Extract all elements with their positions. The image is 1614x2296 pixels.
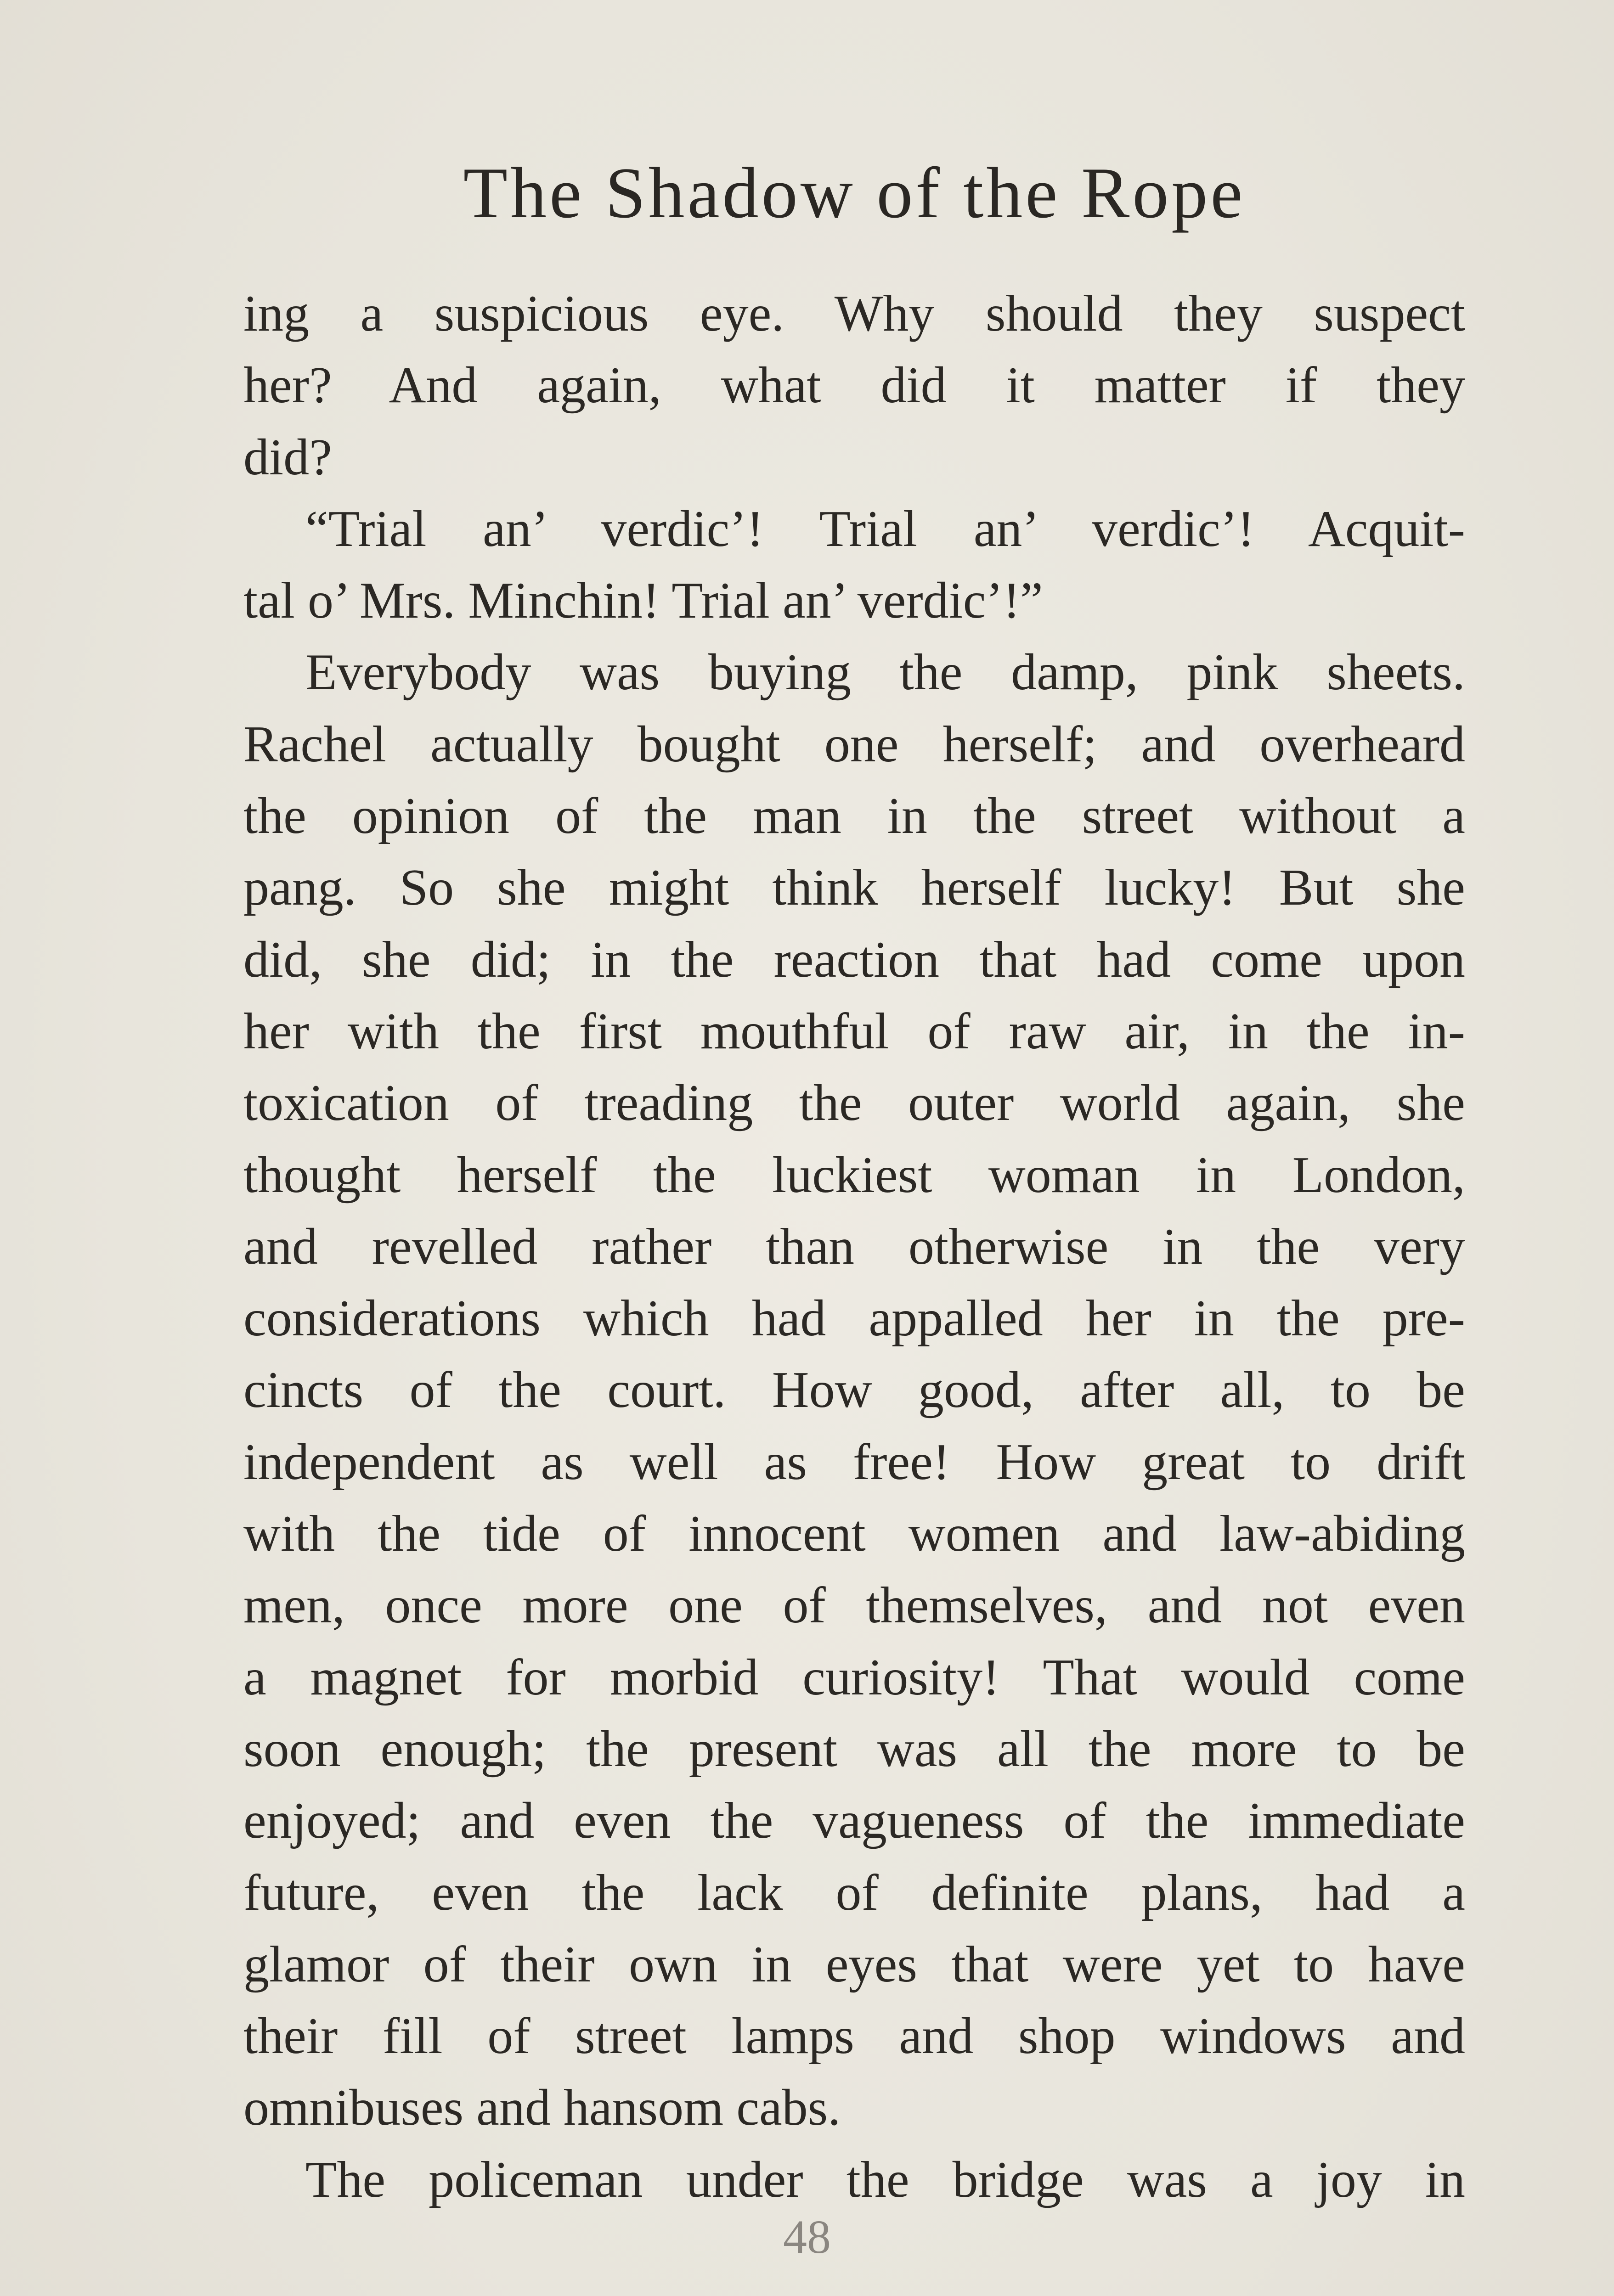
text-line: glamor of their own in eyes that were yet to have (243, 1936, 1465, 1993)
text-line: her with the first mouthful of raw air, in the in- (243, 1002, 1465, 1060)
text-line: a magnet for morbid curiosity! That would come (243, 1649, 1465, 1706)
text-line: Rachel actually bought one herself; and overheard (243, 715, 1465, 773)
text-line: future, even the lack of definite plans, had a (243, 1864, 1465, 1921)
text-line: tal o’ Mrs. Minchin! Trial an’ verdic’!” (243, 572, 1043, 630)
text-line: Everybody was buying the damp, pink sheets. (305, 644, 1465, 701)
text-line: men, once more one of themselves, and not even (243, 1577, 1465, 1634)
text-line: ing a suspicious eye. Why should they suspect (243, 285, 1465, 342)
text-line: soon enough; the present was all the more to be (243, 1720, 1465, 1778)
page-number: 48 (783, 2211, 831, 2263)
running-head: The Shadow of the Rope (463, 153, 1246, 233)
text-line: The policeman under the bridge was a joy in (305, 2151, 1465, 2208)
text-line: “Trial an’ verdic’! Trial an’ verdic’! Acquit- (305, 500, 1465, 557)
text-line: enjoyed; and even the vagueness of the immediate (243, 1792, 1465, 1850)
text-line: her? And again, what did it matter if they (243, 357, 1465, 414)
text-line: did? (243, 428, 332, 486)
text-line: independent as well as free! How great to drift (243, 1433, 1465, 1491)
text-line: toxication of treading the outer world again, she (243, 1075, 1465, 1132)
text-line: omnibuses and hansom cabs. (243, 2079, 841, 2137)
text-line: cincts of the court. How good, after all, to be (243, 1362, 1465, 1419)
text-line: and revelled rather than otherwise in the very (243, 1218, 1465, 1275)
text-line: the opinion of the man in the street without a (243, 788, 1465, 845)
text-line: thought herself the luckiest woman in London, (243, 1146, 1465, 1204)
body-text (243, 278, 1465, 2216)
text-line: with the tide of innocent women and law-abiding (243, 1505, 1465, 1563)
text-line: did, she did; in the reaction that had come upon (243, 931, 1465, 988)
text-line: their fill of street lamps and shop windows and (243, 2008, 1465, 2065)
text-line: pang. So she might think herself lucky! But she (243, 859, 1465, 917)
text-line: considerations which had appalled her in the pre- (243, 1290, 1465, 1347)
